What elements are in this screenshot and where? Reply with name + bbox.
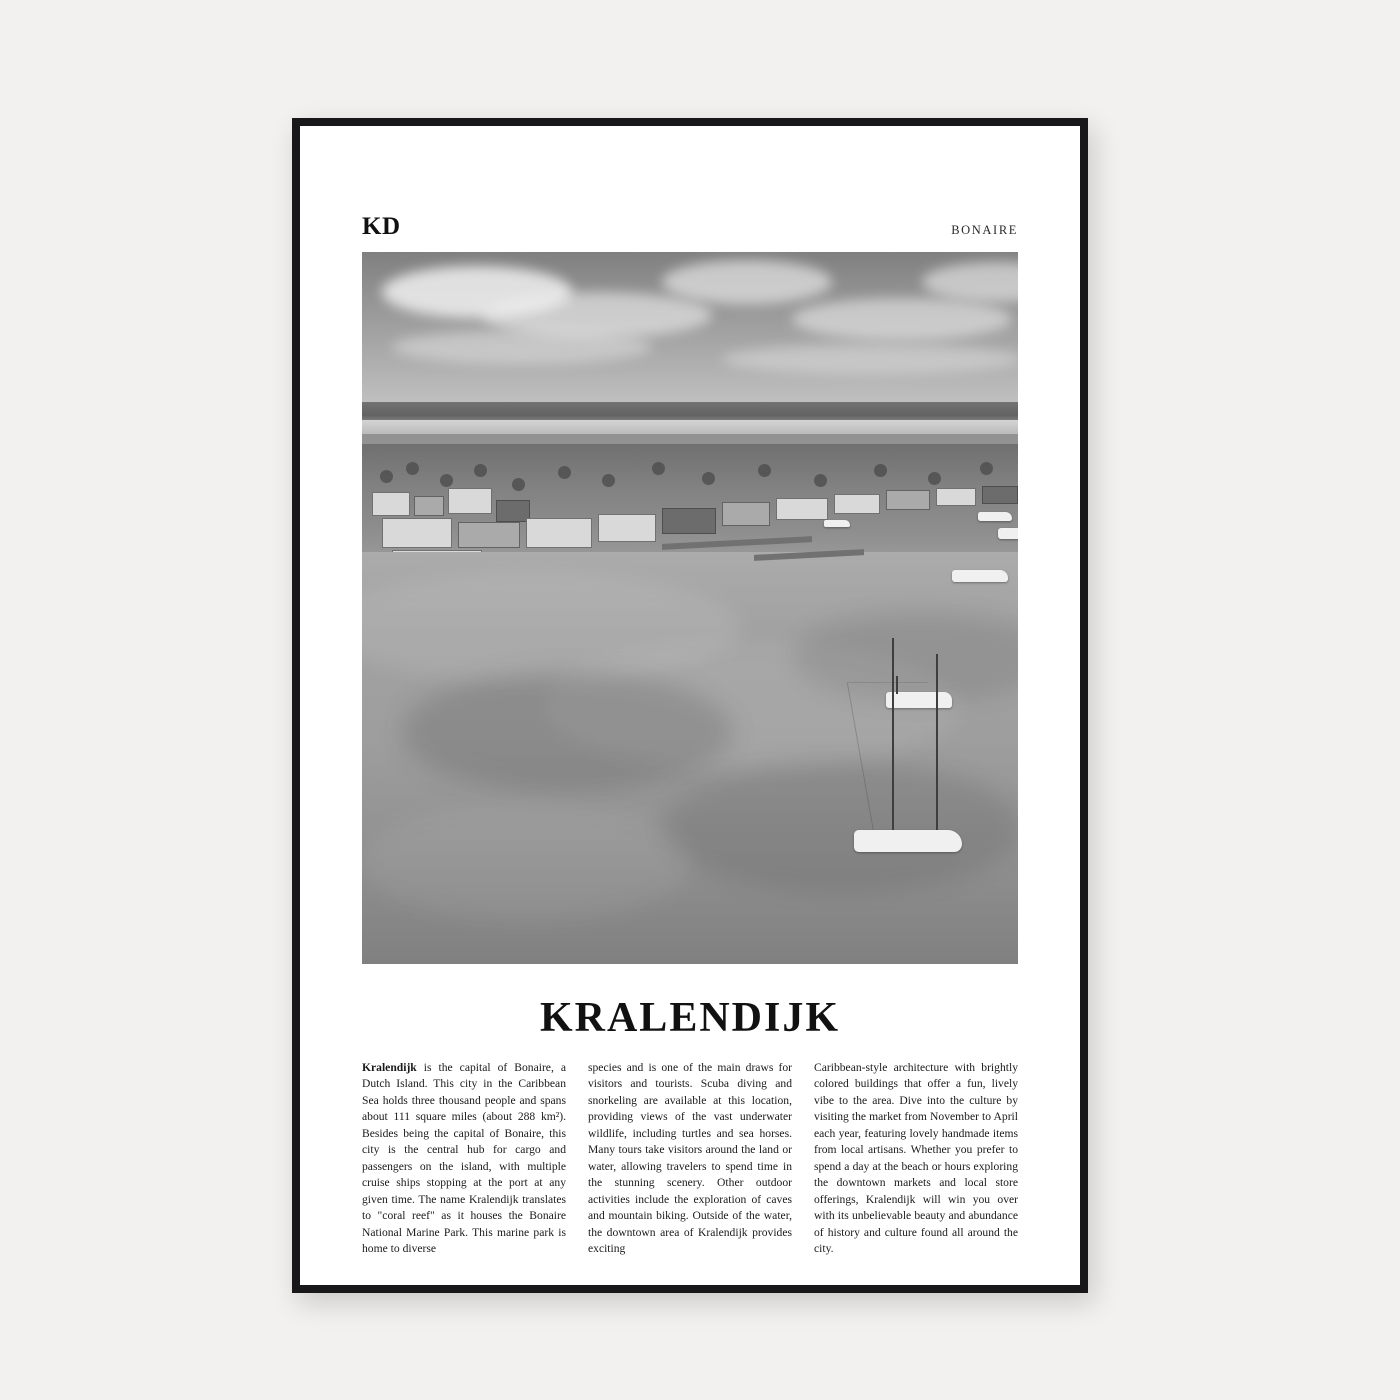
building [886,490,930,510]
body-text: Caribbean-style architecture with brightly colored buildings that offer a fun, lively vibe to the area. Dive into the culture by visiting the market from November to April each year, featuring lovely handmade items from local artisans. Whether you prefer to spend a day at the beach or hours exploring the downtown markets and local store offerings, Kralendijk will win you over with its unbelievable beauty and abundance of history and culture found all around the city. [814,1061,1018,1255]
picture-frame [292,118,1088,1293]
cloud-shape [392,330,652,364]
frame-mat [300,126,1080,1285]
moored-boat [998,528,1018,539]
poster-photograph [362,252,1018,964]
sailboat-hull [854,830,962,852]
body-column-3 [814,1060,1018,1257]
poster-header [362,214,1018,240]
moored-boat [952,570,1008,582]
moored-boat [978,512,1012,521]
building [722,502,770,526]
body-lead-in: Kralendijk [362,1061,417,1074]
building [526,518,592,548]
poster-country-label: BONAIRE [951,223,1018,237]
cloud-shape [792,298,1012,340]
building [458,522,520,548]
poster-body-columns [362,1060,1018,1257]
poster-logo: KD [362,213,401,240]
building [414,496,444,516]
body-text: is the capital of Bonaire, a Dutch Island. This city in the Caribbean Sea holds three thousand people and spans about 111 square miles (about 288 km²). Besides being the capital of Bonaire, this city is the central hub for cargo and passengers on the island, with multiple cruise ships stopping at the port at any given time. The name Kralendijk translates to "coral reef" as it houses the Bonaire National Marine Park. This marine park is home to diverse [362,1061,566,1255]
building [598,514,656,542]
building [982,486,1018,504]
moored-boat [824,520,850,527]
building [448,488,492,514]
building [776,498,828,520]
cloud-shape [662,260,832,304]
body-text: species and is one of the main draws for visitors and tourists. Scuba diving and snorkeling are available at this location, providing views of the vast underwater wildlife, including turtles and sea horses. Many tours take visitors around the land or water, allowing travelers to spend time in the stunning scenery. Other outdoor activities include the exploration of caves and mountain biking. Outside of the water, the downtown area of Kralendijk provides exciting [588,1061,792,1255]
building [372,492,410,516]
body-column-2 [588,1060,792,1257]
building [662,508,716,534]
building [382,518,452,548]
poster-artwork [300,126,1080,1285]
building [496,500,530,522]
building [936,488,976,506]
building [834,494,880,514]
body-column-1 [362,1060,566,1257]
cloud-shape [722,344,1018,374]
page-title: KRALENDIJK [539,995,841,1041]
